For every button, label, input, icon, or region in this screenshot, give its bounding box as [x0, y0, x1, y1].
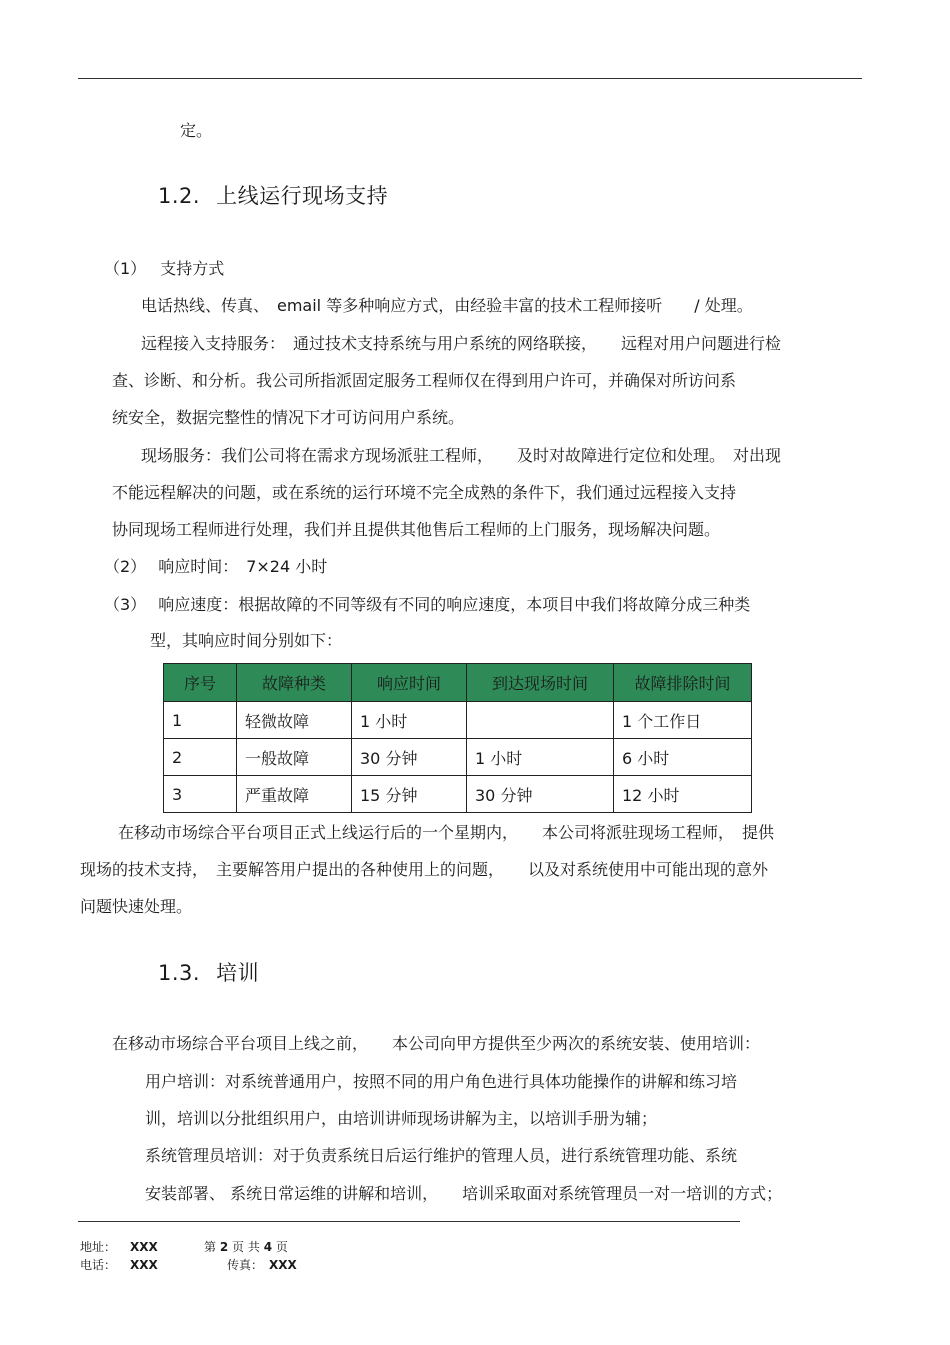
footer-fax — [227, 1256, 297, 1273]
table-row — [164, 776, 752, 813]
admin-training-line: 系统管理员培训：对于负责系统日后运行维护的管理人员，进行系统管理功能、系统 — [145, 1146, 738, 1165]
section-heading-1-2 — [158, 180, 388, 210]
address-label: 地址： — [80, 1240, 117, 1254]
table-cell: 15 分钟 — [352, 776, 467, 813]
support-item-1 — [104, 256, 224, 279]
page-mid: 页 共 — [232, 1240, 260, 1254]
training-intro: 在移动市场综合平台项目上线之前， 本公司向甲方提供至少两次的系统安装、使用培训： — [112, 1034, 761, 1053]
section-number: 1.2. — [158, 184, 201, 208]
support-item-3-cont: 型，其响应时间分别如下： — [150, 631, 343, 650]
table-cell: 3 — [164, 776, 237, 813]
support-item-2 — [104, 554, 327, 577]
item-label: （2） — [104, 557, 147, 576]
table-cell: 一般故障 — [237, 739, 352, 776]
after-table-line: 问题快速处理。 — [80, 897, 193, 916]
table-cell: 1 小时 — [467, 739, 614, 776]
onsite-line: 不能远程解决的问题，或在系统的运行环境不完全成熟的条件下，我们通过远程接入支持 — [112, 483, 737, 502]
fault-response-table — [163, 663, 752, 813]
after-table-line: 在移动市场综合平台项目正式上线运行后的一个星期内， 本公司将派驻现场工程师， 提供 — [118, 823, 775, 842]
section-number: 1.3. — [158, 961, 201, 985]
section-title: 上线运行现场支持 — [216, 184, 389, 208]
support-item-3 — [104, 592, 750, 615]
user-training-line: 用户培训：对系统普通用户，按照不同的用户角色进行具体功能操作的讲解和练习培 — [145, 1072, 738, 1091]
page-prefix: 第 — [204, 1240, 217, 1254]
item-text: 响应速度：根据故障的不同等级有不同的响应速度，本项目中我们将故障分成三种类 — [158, 595, 751, 614]
table-header-cell: 响应时间 — [352, 664, 467, 702]
table-header-cell: 故障种类 — [237, 664, 352, 702]
phone-value: XXX — [130, 1258, 158, 1272]
table-cell: 2 — [164, 739, 237, 776]
onsite-line: 现场服务：我们公司将在需求方现场派驻工程师， 及时对故障进行定位和处理。 对出现 — [141, 446, 782, 465]
footer-address — [80, 1238, 158, 1255]
table-cell: 6 小时 — [614, 739, 752, 776]
onsite-line: 协同现场工程师进行处理，我们并且提供其他售后工程师的上门服务，现场解决问题。 — [112, 520, 721, 539]
item-label: （1） — [104, 259, 147, 278]
table-header-row — [164, 664, 752, 702]
table-cell: 1 小时 — [352, 702, 467, 739]
table-cell: 1 个工作日 — [614, 702, 752, 739]
continuation-text: 定。 — [180, 121, 213, 140]
item-label: （3） — [104, 595, 147, 614]
fax-value: XXX — [269, 1258, 297, 1272]
table-cell: 1 — [164, 702, 237, 739]
response-time: 响应时间： 7×24 小时 — [158, 557, 328, 576]
page-suffix: 页 — [275, 1240, 288, 1254]
remote-line: 查、诊断、和分析。我公司所指派固定服务工程师仅在得到用户许可，并确保对所访问系 — [112, 371, 737, 390]
table-cell: 严重故障 — [237, 776, 352, 813]
table-header-cell: 到达现场时间 — [467, 664, 614, 702]
phone-label: 电话： — [80, 1258, 117, 1272]
table-cell — [467, 702, 614, 739]
footer-page-number — [204, 1238, 288, 1255]
support-mode-phone: 电话热线、传真、 email 等多种响应方式，由经验丰富的技术工程师接听 / 处理。 — [141, 296, 753, 315]
footer-phone — [80, 1256, 158, 1273]
remote-line: 统安全，数据完整性的情况下才可访问用户系统。 — [112, 408, 465, 427]
section-title: 培训 — [216, 961, 260, 985]
remote-line: 远程接入支持服务： 通过技术支持系统与用户系统的网络联接， 远程对用户问题进行检 — [141, 334, 782, 353]
page-total: 4 — [263, 1240, 273, 1254]
page-current: 2 — [219, 1240, 229, 1254]
user-training-line: 训，培训以分批组织用户，由培训讲师现场讲解为主，以培训手册为辅； — [145, 1109, 658, 1128]
table-row — [164, 739, 752, 776]
item-title: 支持方式 — [160, 259, 225, 278]
table-cell: 30 分钟 — [467, 776, 614, 813]
after-table-line: 现场的技术支持， 主要解答用户提出的各种使用上的问题， 以及对系统使用中可能出现的意外 — [80, 860, 769, 879]
table-cell: 30 分钟 — [352, 739, 467, 776]
section-heading-1-3 — [158, 957, 259, 987]
table-header-cell: 序号 — [164, 664, 237, 702]
address-value: XXX — [130, 1240, 158, 1254]
header-rule — [78, 78, 862, 79]
table-cell: 轻微故障 — [237, 702, 352, 739]
admin-training-line: 安装部署、 系统日常运维的讲解和培训， 培训采取面对系统管理员一对一培训的方式； — [145, 1184, 783, 1203]
table-row — [164, 702, 752, 739]
table-header-cell: 故障排除时间 — [614, 664, 752, 702]
fax-label: 传真： — [227, 1258, 264, 1272]
footer-rule — [78, 1221, 740, 1222]
table-cell: 12 小时 — [614, 776, 752, 813]
